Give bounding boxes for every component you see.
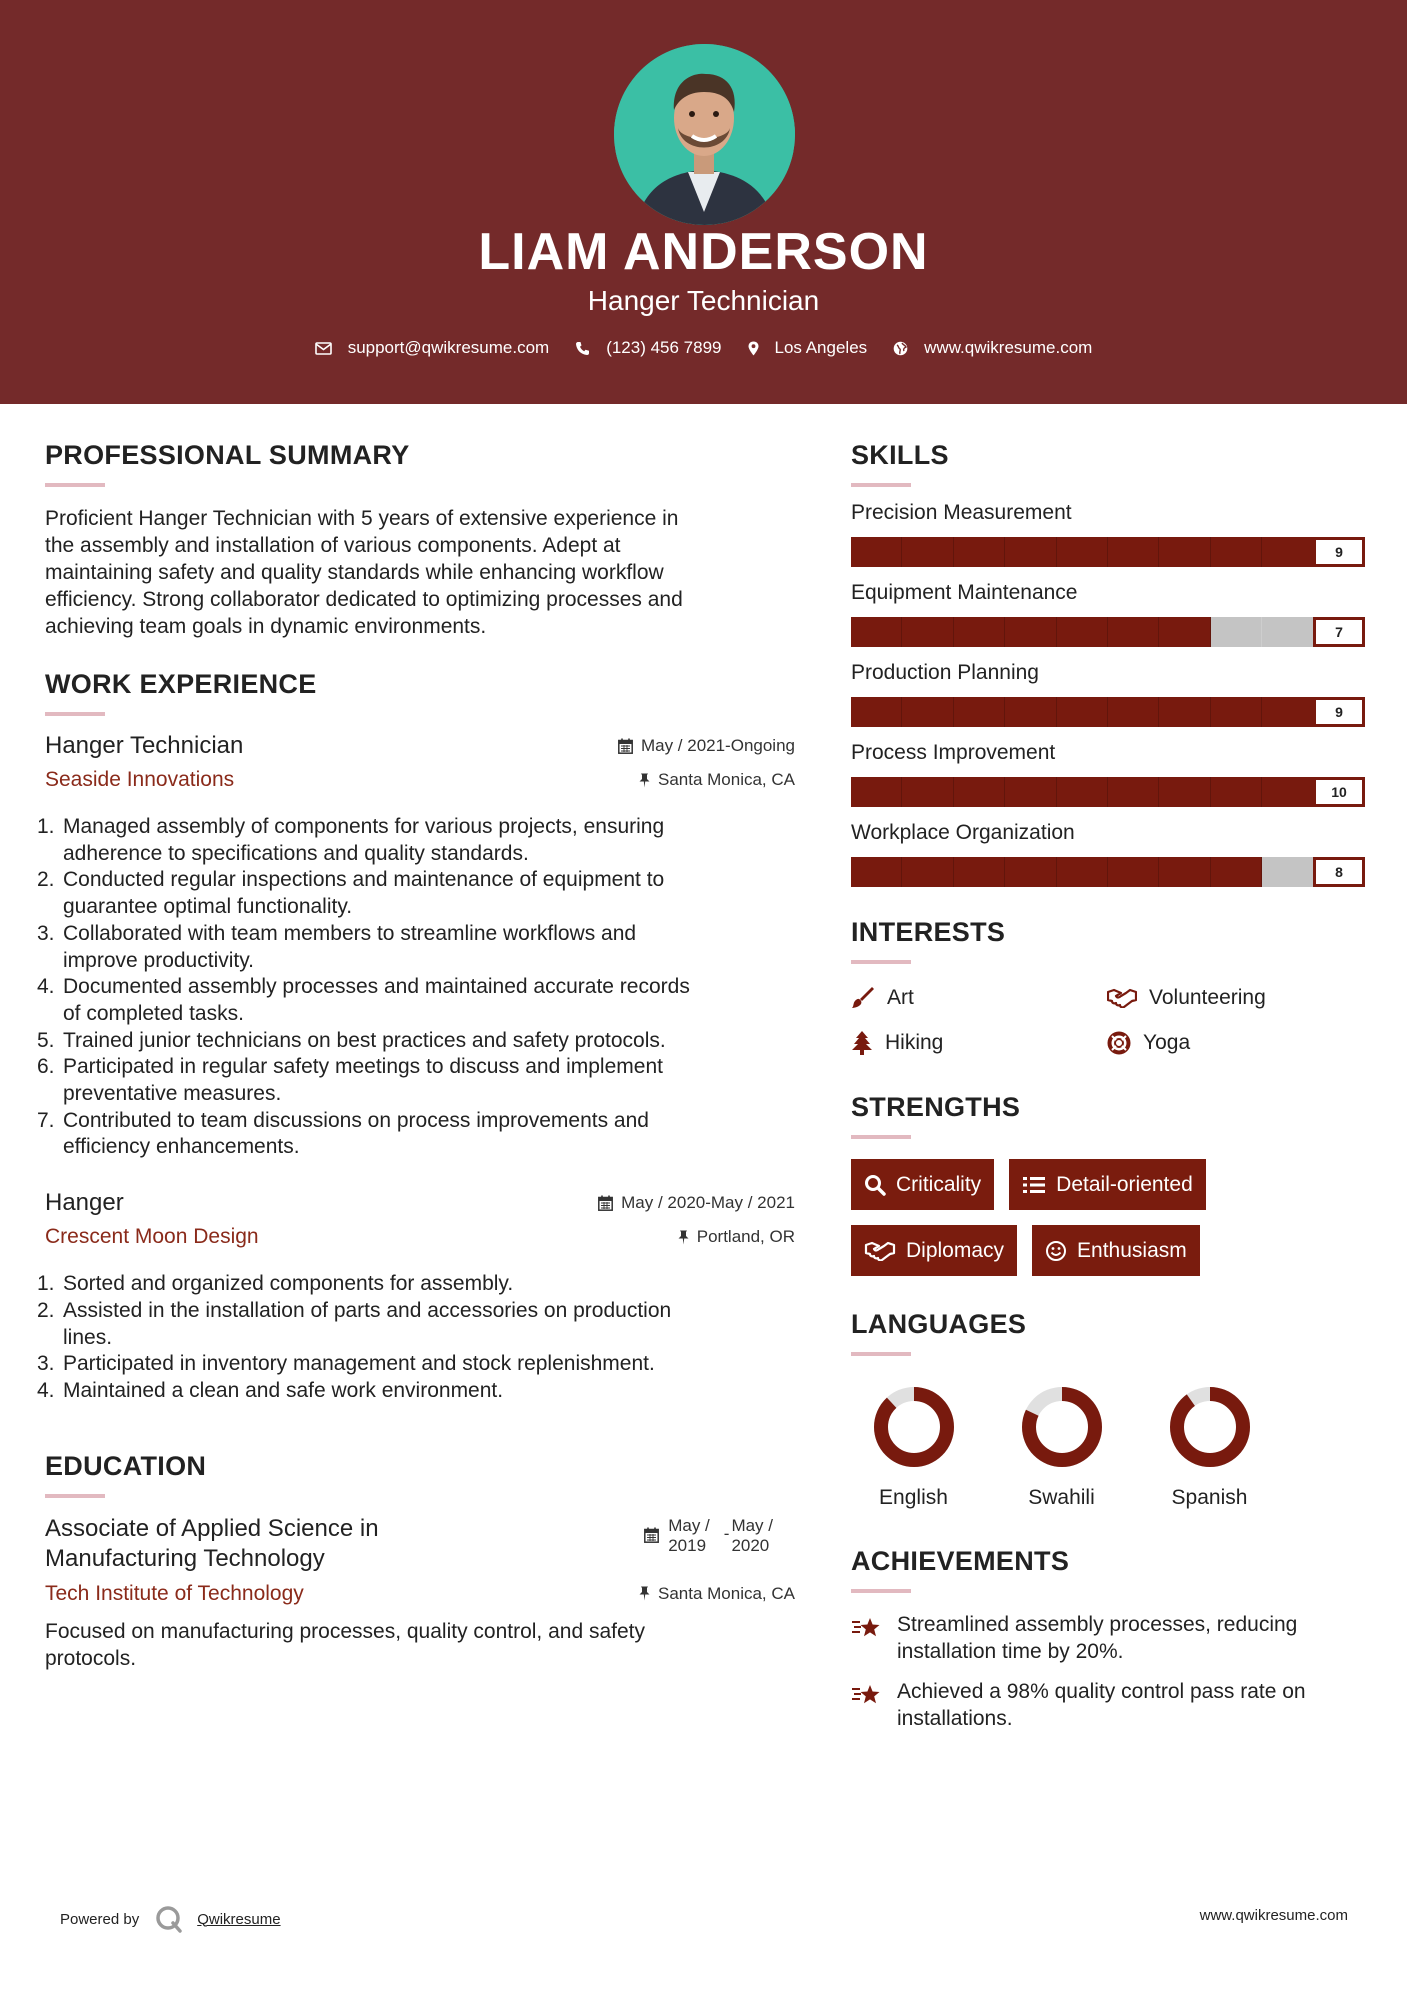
skill-level-bar: [851, 857, 1365, 887]
skill-level-badge: 8: [1313, 857, 1365, 887]
skill-bar-segment: [1108, 777, 1159, 807]
skill-bar-segment: [954, 857, 1005, 887]
language-name: English: [879, 1486, 948, 1509]
responsibility-line: Maintained a clean and safe work environment.: [63, 1378, 504, 1402]
strength-label: Criticality: [896, 1172, 982, 1196]
contact-email[interactable]: [315, 338, 550, 358]
interest-item: [851, 1029, 1107, 1056]
pushpin-icon: [678, 1230, 689, 1245]
strength-badge: [851, 1159, 994, 1210]
skill-bar-segment: [1108, 697, 1159, 727]
job-header: [45, 1189, 795, 1225]
education-header: [45, 1514, 795, 1578]
skill-bar-segment: [1005, 697, 1056, 727]
responsibility-line: of completed tasks.: [63, 1001, 244, 1025]
skill-bar-row: [851, 537, 1365, 567]
responsibility-item: [37, 1378, 795, 1405]
candidate-title: Hanger Technician: [587, 285, 820, 316]
skill-bar-segment: [1262, 777, 1313, 807]
achievement-line: installations.: [897, 1707, 1013, 1730]
skill-bar-segment: [1005, 617, 1056, 647]
handshake-icon: [864, 1241, 896, 1261]
skill-bar-segment: [1262, 857, 1313, 887]
job-company: Crescent Moon Design: [45, 1225, 259, 1249]
job-responsibilities: [37, 814, 795, 1161]
skill-bar-row: [851, 697, 1365, 727]
responsibility-number: 1.: [37, 1272, 55, 1296]
skill-bar-segment: [851, 697, 902, 727]
job-date-text: May / 2021-Ongoing: [640, 736, 795, 755]
skill-bar-segment: [1262, 617, 1313, 647]
page-footer: [0, 1895, 1407, 1935]
education-heading-underline: [45, 1494, 105, 1498]
skill-bar-segment: [1211, 617, 1262, 647]
strength-badge: [1032, 1225, 1200, 1276]
search-icon: [864, 1174, 886, 1196]
strengths-section: [851, 1092, 1365, 1291]
summary-section: [45, 440, 795, 640]
responsibility-line: preventative measures.: [63, 1082, 282, 1106]
job-entry: [37, 1189, 795, 1405]
responsibility-number: 6.: [37, 1055, 55, 1079]
qwikresume-logo-icon: [155, 1905, 183, 1933]
skill-bar-row: [851, 777, 1365, 807]
lifebuoy-icon: [1107, 1031, 1131, 1055]
responsibility-item: [37, 867, 795, 920]
skill-bar-segment: [1057, 537, 1108, 567]
profile-photo-illustration: [614, 44, 795, 225]
skill-bar-segment: [1211, 777, 1262, 807]
responsibility-item: [37, 1108, 795, 1161]
skill-bar-segment: [851, 617, 902, 647]
education-heading: EDUCATION: [45, 1450, 207, 1481]
languages-list: [851, 1384, 1365, 1510]
interests-heading: INTERESTS: [851, 917, 1006, 947]
responsibility-line: efficiency enhancements.: [63, 1135, 300, 1159]
responsibility-item: [37, 814, 795, 867]
responsibility-line: Assisted in the installation of parts and accessories on production: [63, 1298, 672, 1322]
achievements-heading-underline: [851, 1589, 911, 1593]
contact-website-text: www.qwikresume.com: [924, 338, 1093, 357]
skill-bar-segment: [851, 857, 902, 887]
interest-item: [1107, 984, 1363, 1011]
responsibility-item: [37, 1028, 795, 1055]
experience-heading-underline: [45, 712, 105, 716]
responsibility-line: Participated in inventory management and stock replenishment.: [63, 1352, 655, 1376]
powered-by-label: Powered by: [60, 1910, 140, 1928]
skill-name: Process Improvement: [851, 741, 1056, 764]
interest-item: [851, 984, 1107, 1011]
footer-website-link[interactable]: www.qwikresume.com: [1199, 1907, 1348, 1924]
education-end-month: May /: [731, 1515, 773, 1535]
skill-bar-segment: [954, 697, 1005, 727]
degree-line: Associate of Applied Science in: [45, 1514, 379, 1542]
responsibility-number: 4.: [37, 1378, 55, 1402]
education-description: [45, 1618, 795, 1672]
interest-label: Yoga: [1143, 1030, 1191, 1054]
job-org-row: [45, 768, 795, 804]
calendar-icon: [618, 738, 633, 754]
skill-bar-segment: [954, 537, 1005, 567]
responsibility-line: Managed assembly of components for various projects, ensuring: [63, 815, 665, 838]
skill-bar-segment: [954, 777, 1005, 807]
job-location-text: Santa Monica, CA: [657, 770, 795, 789]
responsibility-item: [37, 1351, 795, 1378]
responsibility-line: lines.: [63, 1325, 113, 1349]
pushpin-icon: [639, 773, 650, 788]
skills-heading: SKILLS: [851, 440, 949, 470]
pushpin-icon: [639, 1586, 650, 1601]
job-date: [598, 1193, 795, 1213]
job-header: [45, 732, 795, 768]
calendar-icon: [644, 1527, 659, 1543]
summary-line: efficiency. Strong collaborator dedicated to optimizing processes and: [45, 588, 683, 611]
contact-bar: [0, 338, 1407, 358]
skill-level-bar: [851, 537, 1365, 567]
skill-bar-segment: [1005, 537, 1056, 567]
responsibility-number: 7.: [37, 1108, 55, 1132]
education-description-line: Focused on manufacturing processes, quality control, and safety: [45, 1619, 645, 1643]
map-pin-icon: [748, 341, 759, 356]
language-name: Swahili: [1028, 1486, 1095, 1509]
responsibility-number: 3.: [37, 1352, 55, 1376]
calendar-icon: [598, 1195, 613, 1211]
language-item: [1124, 1384, 1295, 1510]
tree-icon: [851, 1031, 873, 1055]
job-title: Hanger: [45, 1189, 124, 1217]
language-proficiency-donut: [1019, 1384, 1105, 1470]
star-medal-icon: [851, 1615, 883, 1641]
achievement-line: Streamlined assembly processes, reducing: [897, 1613, 1298, 1636]
responsibility-line: Trained junior technicians on best practices and safety protocols.: [63, 1028, 666, 1052]
education-section: [45, 1451, 795, 1672]
skill-bar-segment: [851, 537, 902, 567]
achievement-text: [897, 1611, 1297, 1665]
achievement-text: [897, 1678, 1306, 1732]
strengths-heading: STRENGTHS: [851, 1092, 1021, 1122]
handshake-icon: [1107, 988, 1137, 1008]
phone-icon: [575, 341, 590, 356]
job-location: [639, 770, 795, 790]
skill-bar-segment: [1262, 697, 1313, 727]
skill-bar-segment: [1159, 617, 1210, 647]
responsibility-number: 1.: [37, 815, 55, 838]
interest-label: Hiking: [885, 1030, 944, 1054]
skill-bar-segment: [851, 777, 902, 807]
skill-name: Workplace Organization: [851, 821, 1075, 844]
education-date-dash: -: [723, 1523, 730, 1543]
contact-phone-text: (123) 456 7899: [606, 338, 722, 357]
skill-bar-segment: [1262, 537, 1313, 567]
responsibility-line: Participated in regular safety meetings to discuss and implement: [63, 1055, 663, 1079]
strength-label: Detail-oriented: [1056, 1172, 1193, 1196]
strength-badge: [851, 1225, 1017, 1276]
skill-bar-segment: [1211, 697, 1262, 727]
skill-level-badge: 9: [1313, 697, 1365, 727]
interest-label: Volunteering: [1149, 985, 1266, 1009]
experience-heading: WORK EXPERIENCE: [45, 669, 317, 699]
responsibility-line: Documented assembly processes and maintained accurate records: [63, 975, 690, 999]
achievement-line: Achieved a 98% quality control pass rate on: [897, 1680, 1306, 1703]
education-start: [668, 1516, 710, 1556]
achievement-line: installation time by 20%.: [897, 1640, 1124, 1663]
skill-bar-segment: [902, 857, 953, 887]
responsibility-number: 4.: [37, 975, 55, 999]
responsibility-item: [37, 1271, 795, 1298]
skill-bar-segment: [1159, 537, 1210, 567]
responsibility-line: Collaborated with team members to streamline workflows and: [63, 921, 637, 945]
education-description-line: protocols.: [45, 1646, 137, 1670]
skill-bar-segment: [902, 537, 953, 567]
profile-photo: [614, 44, 795, 225]
skill-bar-segment: [1108, 857, 1159, 887]
candidate-name: LIAM ANDERSON: [478, 223, 929, 281]
achievements-heading: ACHIEVEMENTS: [851, 1546, 1070, 1576]
responsibility-item: [37, 1054, 795, 1107]
strength-badge: [1009, 1159, 1206, 1210]
envelope-icon: [315, 342, 332, 355]
responsibility-number: 3.: [37, 921, 55, 945]
achievements-list: [851, 1611, 1365, 1732]
skill-level-bar: [851, 777, 1365, 807]
responsibility-line: Conducted regular inspections and maintenance of equipment to: [63, 868, 665, 892]
skill-item: [851, 741, 1365, 807]
responsibility-line: Contributed to team discussions on process improvements and: [63, 1108, 649, 1132]
skill-level-bar: [851, 617, 1365, 647]
skill-item: [851, 821, 1365, 887]
list-icon: [1022, 1175, 1046, 1195]
responsibility-number: 2.: [37, 1298, 55, 1322]
education-date: [644, 1516, 773, 1556]
brand-link[interactable]: Qwikresume: [197, 1910, 281, 1928]
languages-heading-underline: [851, 1352, 911, 1356]
education-end: [731, 1516, 773, 1556]
skill-bar-segment: [1057, 777, 1108, 807]
languages-section: [851, 1309, 1365, 1510]
contact-phone[interactable]: [575, 338, 721, 358]
languages-heading: LANGUAGES: [851, 1309, 1027, 1339]
education-start-year: 2019: [668, 1535, 707, 1555]
responsibility-item: [37, 1298, 795, 1351]
skill-bar-segment: [1159, 857, 1210, 887]
achievement-item: [851, 1611, 1365, 1665]
skill-bar-segment: [1108, 617, 1159, 647]
school-location: [639, 1584, 795, 1604]
skill-bar-segment: [954, 617, 1005, 647]
achievements-section: [851, 1546, 1365, 1732]
strengths-heading-underline: [851, 1135, 911, 1139]
skill-bar-segment: [1159, 697, 1210, 727]
language-name: Spanish: [1171, 1486, 1248, 1509]
skill-level-bar: [851, 697, 1365, 727]
summary-line: Proficient Hanger Technician with 5 years of extensive experience in: [45, 507, 679, 530]
powered-by: [60, 1905, 281, 1933]
skill-bar-row: [851, 857, 1365, 887]
contact-location-text: Los Angeles: [774, 338, 868, 357]
contact-location: [748, 338, 868, 358]
job-location: [678, 1227, 795, 1247]
job-location-text: Portland, OR: [696, 1227, 795, 1247]
skill-item: [851, 661, 1365, 727]
job-company: Seaside Innovations: [45, 768, 235, 791]
donut-fill: [881, 1394, 947, 1460]
skill-bar-segment: [902, 617, 953, 647]
skill-level-badge: 10: [1313, 777, 1365, 807]
skill-name: Equipment Maintenance: [851, 581, 1078, 604]
school-name: Tech Institute of Technology: [45, 1581, 304, 1605]
skills-heading-underline: [851, 483, 911, 487]
skill-name: Production Planning: [851, 661, 1039, 684]
education-start-month: May /: [668, 1515, 710, 1535]
skill-bar-segment: [1005, 777, 1056, 807]
responsibility-item: [37, 921, 795, 974]
star-medal-icon: [851, 1682, 883, 1708]
job-org-row: [45, 1225, 795, 1261]
skills-list: [851, 501, 1365, 887]
job-title: Hanger Technician: [45, 732, 244, 759]
degree-line: Manufacturing Technology: [45, 1544, 325, 1572]
education-org-row: [45, 1582, 795, 1618]
skill-bar-segment: [1057, 697, 1108, 727]
interests-heading-underline: [851, 960, 911, 964]
skill-bar-segment: [902, 697, 953, 727]
contact-website[interactable]: [893, 338, 1092, 358]
job-entry: [37, 732, 795, 1161]
summary-heading: PROFESSIONAL SUMMARY: [45, 440, 410, 470]
language-proficiency-donut: [1167, 1384, 1253, 1470]
strength-label: Enthusiasm: [1077, 1238, 1187, 1262]
responsibility-number: 5.: [37, 1028, 55, 1052]
skill-bar-segment: [902, 777, 953, 807]
language-proficiency-donut: [871, 1384, 957, 1470]
skills-section: [851, 440, 1365, 887]
summary-line: the assembly and installation of various components. Adept at: [45, 534, 621, 557]
skill-bar-segment: [1057, 857, 1108, 887]
skill-bar-row: [851, 617, 1365, 647]
skill-item: [851, 581, 1365, 647]
responsibility-line: adherence to specifications and quality standards.: [63, 841, 529, 865]
job-date-text: May / 2020-May / 2021: [621, 1193, 795, 1213]
skill-bar-segment: [1211, 857, 1262, 887]
skill-bar-segment: [1159, 777, 1210, 807]
responsibility-line: Sorted and organized components for assembly.: [63, 1272, 514, 1296]
job-responsibilities: [37, 1271, 795, 1405]
summary-line: maintaining safety and quality standards while enhancing workflow: [45, 561, 664, 584]
smile-icon: [1045, 1240, 1067, 1262]
contact-email-text: support@qwikresume.com: [347, 338, 550, 357]
donut-fill: [1177, 1394, 1243, 1460]
achievement-item: [851, 1678, 1365, 1732]
skill-level-badge: 7: [1313, 617, 1365, 647]
language-item: [976, 1384, 1147, 1510]
resume-header: [0, 0, 1407, 404]
school-location-text: Santa Monica, CA: [657, 1583, 795, 1603]
skill-item: [851, 501, 1365, 567]
skill-bar-segment: [1108, 537, 1159, 567]
interest-item: [1107, 1029, 1363, 1056]
strengths-list: [851, 1159, 1365, 1291]
language-item: [828, 1384, 999, 1510]
summary-line: achieving team goals in dynamic environments.: [45, 615, 487, 638]
responsibility-line: guarantee optimal functionality.: [63, 895, 353, 919]
skill-level-badge: 9: [1313, 537, 1365, 567]
left-column: [37, 440, 795, 1672]
skill-name: Precision Measurement: [851, 501, 1072, 524]
skill-bar-segment: [1057, 617, 1108, 647]
summary-text: [45, 505, 795, 640]
right-column: [851, 440, 1365, 1732]
job-date: [618, 736, 795, 756]
interests-list: [851, 984, 1365, 1056]
skill-bar-segment: [1211, 537, 1262, 567]
interest-label: Art: [887, 985, 914, 1009]
globe-icon: [893, 341, 908, 356]
education-end-year: 2020: [731, 1535, 770, 1555]
experience-section: [37, 669, 795, 1405]
interests-section: [851, 917, 1365, 1056]
skill-bar-segment: [1005, 857, 1056, 887]
responsibility-number: 2.: [37, 868, 55, 892]
responsibility-item: [37, 974, 795, 1027]
summary-heading-underline: [45, 483, 105, 487]
strength-label: Diplomacy: [906, 1238, 1005, 1262]
responsibility-line: improve productivity.: [63, 948, 255, 972]
paintbrush-icon: [851, 987, 875, 1009]
